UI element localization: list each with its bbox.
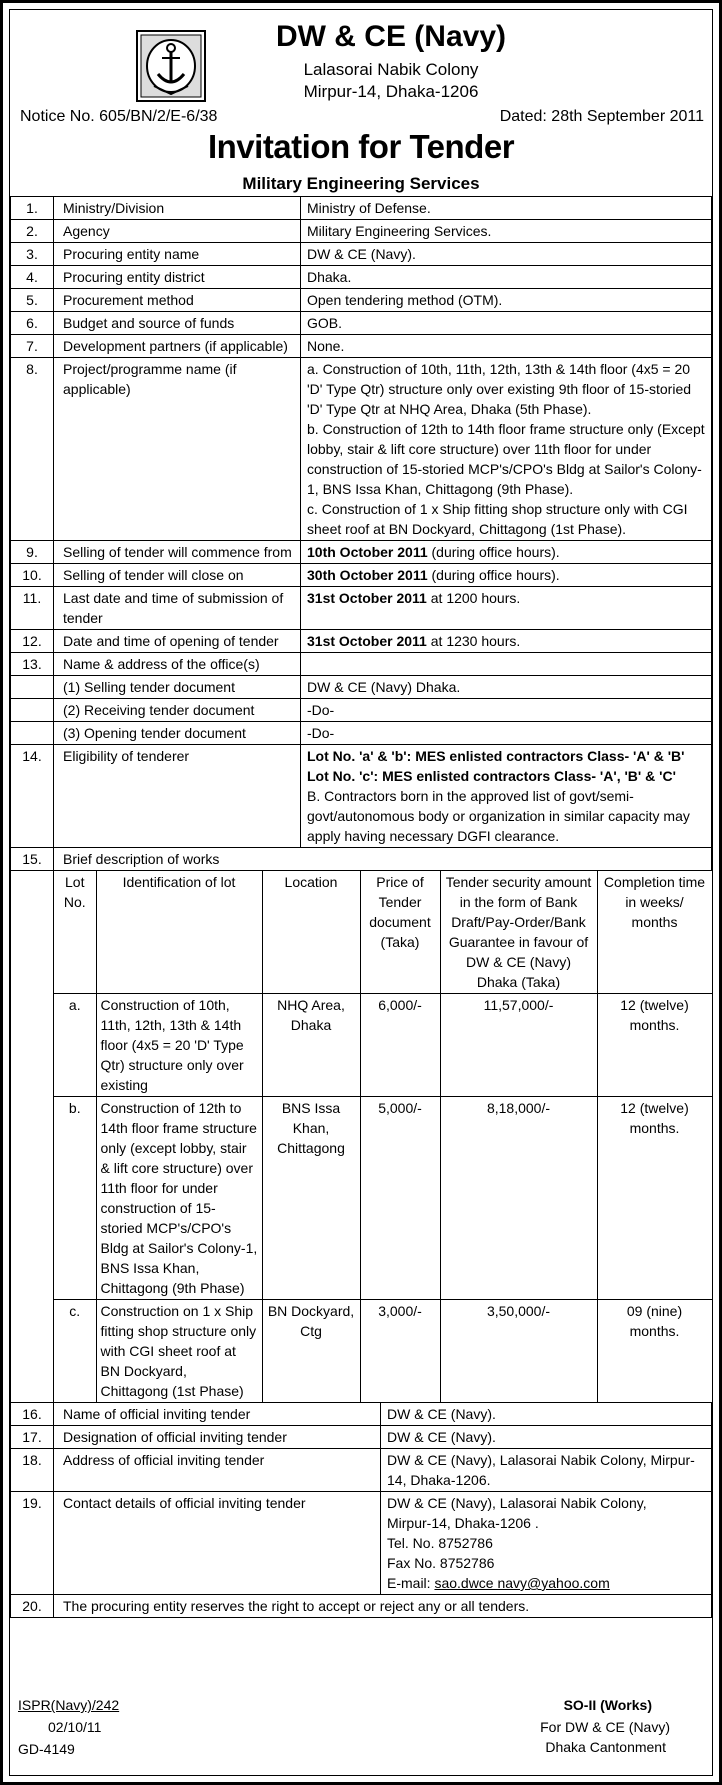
row-number <box>11 871 54 1403</box>
row-label: Name of official inviting tender <box>54 1403 381 1426</box>
table-row <box>11 564 712 587</box>
row-number: 17. <box>11 1426 54 1449</box>
eligibility <box>301 745 712 848</box>
row-label: Procuring entity name <box>54 243 301 266</box>
row-label: Date and time of opening of tender <box>54 630 301 653</box>
project-a: a. Construction of 10th, 11th, 12th, 13th & 14th floor (4x5 = 20 'D' Type Qtr) structure only over existing 9th floor of 15-storied 'D' Type Qtr at NHQ Area, Dhaka (5th Phase). <box>307 361 692 417</box>
date-note: (during office hours). <box>427 567 560 583</box>
row-label: Eligibility of tenderer <box>54 745 301 848</box>
row-value: Dhaka. <box>301 266 712 289</box>
notice-number: Notice No. 605/BN/2/E-6/38 <box>20 108 218 125</box>
row-value: GOB. <box>301 312 712 335</box>
eligibility-line: Lot No. 'a' & 'b': MES enlisted contractors Class- 'A' & 'B' <box>307 748 685 764</box>
page-title: Invitation for Tender <box>207 128 515 165</box>
table-row <box>11 871 712 1403</box>
row-number: 10. <box>11 564 54 587</box>
lot-security: 3,50,000/- <box>440 1300 597 1403</box>
lot-header: Location <box>262 871 360 994</box>
table-row <box>11 745 712 848</box>
table-row <box>11 312 712 335</box>
lot-header: Completion time in weeks/ months <box>597 871 712 994</box>
table-row <box>11 335 712 358</box>
row-number: 20. <box>11 1595 54 1618</box>
lot-identification: Construction of 10th, 11th, 12th, 13th & 14th floor (4x5 = 20 'D' Type Qtr) structure only over existing <box>96 994 262 1097</box>
lot-completion-time: 12 (twelve) months. <box>597 994 712 1097</box>
row-value: DW & CE (Navy). <box>381 1426 712 1449</box>
signatory-title: SO-II (Works) <box>563 1697 652 1713</box>
row-number <box>11 722 54 745</box>
date-note: at 1230 hours. <box>426 633 521 649</box>
footer <box>10 1693 712 1775</box>
footer-date: 02/10/11 <box>48 1719 102 1735</box>
org-name: DW & CE (Navy) <box>275 20 507 53</box>
project-b: b. Construction of 12th to 14th floor frame structure only (Except lobby, stair & lift core structure) over 11th floor for under construction of 15-storied MCP's/CPO's Bldg at Sailor's Colony-1, BNS Issa Khan, Chittagong (9th Phase). <box>307 421 705 497</box>
table-row <box>11 541 712 564</box>
row-label: Budget and source of funds <box>54 312 301 335</box>
lot-header: Identification of lot <box>96 871 262 994</box>
header <box>10 10 712 193</box>
official-table <box>10 1402 712 1618</box>
row-label: (3) Opening tender document <box>54 722 301 745</box>
row-value: -Do- <box>301 699 712 722</box>
lot-location: BN Dockyard, Ctg <box>262 1300 360 1403</box>
lot-location: BNS Issa Khan, Chittagong <box>262 1097 360 1300</box>
tender-table <box>10 196 712 1403</box>
lot-price: 6,000/- <box>360 994 440 1097</box>
lot-completion-time: 09 (nine) months. <box>597 1300 712 1403</box>
org-address-line-2: Mirpur-14, Dhaka-1206 <box>303 82 479 101</box>
lot-number: b. <box>54 1097 96 1300</box>
notice-date: Dated: 28th September 2011 <box>499 108 704 125</box>
row-value: DW & CE (Navy) Dhaka. <box>301 676 712 699</box>
row-number: 14. <box>11 745 54 848</box>
table-row <box>11 243 712 266</box>
row-number: 12. <box>11 630 54 653</box>
row-label: Selling of tender will close on <box>54 564 301 587</box>
row-number: 19. <box>11 1492 54 1595</box>
eligibility-note: B. Contractors born in the approved list of govt/semi-govt/autonomous body or organization in similar capacity may apply having necessary DGFI clearance. <box>307 788 690 844</box>
row-label: Development partners (if applicable) <box>54 335 301 358</box>
date-note: at 1200 hours. <box>426 590 521 606</box>
row-label: Procurement method <box>54 289 301 312</box>
row-value: Ministry of Defense. <box>301 197 712 220</box>
table-row <box>11 1426 712 1449</box>
row-number: 7. <box>11 335 54 358</box>
project-c: c. Construction of 1 x Ship fitting shop structure only with CGI sheet roof at BN Dockyard, Chittagong (1st Phase). <box>307 501 688 537</box>
row-number: 3. <box>11 243 54 266</box>
row-label: Selling of tender will commence from <box>54 541 301 564</box>
date-note: (during office hours). <box>427 544 560 560</box>
row-label: Agency <box>54 220 301 243</box>
table-row <box>11 630 712 653</box>
ispr-ref: ISPR(Navy)/242 <box>18 1697 120 1713</box>
row-label: Brief description of works <box>54 848 712 871</box>
date-text: 31st October 2011 <box>307 633 427 649</box>
row-value <box>301 587 712 630</box>
table-row <box>11 722 712 745</box>
table-row <box>11 1403 712 1426</box>
row-number: 18. <box>11 1449 54 1492</box>
row-value: DW & CE (Navy), Lalasorai Nabik Colony, Mirpur-14, Dhaka-1206. <box>381 1449 712 1492</box>
signatory-for: For DW & CE (Navy) <box>540 1719 670 1735</box>
contact-tel: Tel. No. 8752786 <box>387 1535 493 1551</box>
row-number: 5. <box>11 289 54 312</box>
table-row <box>11 848 712 871</box>
lot-table <box>54 871 712 1402</box>
table-row <box>11 197 712 220</box>
table-row <box>11 289 712 312</box>
table-row <box>11 220 712 243</box>
row-number: 11. <box>11 587 54 630</box>
lot-location: NHQ Area, Dhaka <box>262 994 360 1097</box>
table-row <box>11 1449 712 1492</box>
row-value <box>301 653 712 676</box>
contact-fax: Fax No. 8752786 <box>387 1555 495 1571</box>
row-value: -Do- <box>301 722 712 745</box>
table-row <box>11 587 712 630</box>
page-subtitle: Military Engineering Services <box>242 174 480 193</box>
lot-number: c. <box>54 1300 96 1403</box>
lot-security: 8,18,000/- <box>440 1097 597 1300</box>
lot-header: Lot No. <box>54 871 96 994</box>
lot-table-cell <box>54 871 712 1403</box>
row-number: 16. <box>11 1403 54 1426</box>
lot-header: Price of Tender document (Taka) <box>360 871 440 994</box>
lot-price: 5,000/- <box>360 1097 440 1300</box>
row-value: Open tendering method (OTM). <box>301 289 712 312</box>
row-value <box>301 541 712 564</box>
row-number: 13. <box>11 653 54 676</box>
row-number: 8. <box>11 358 54 541</box>
row-number: 2. <box>11 220 54 243</box>
lot-header: Tender security amount in the form of Bank Draft/Pay-Order/Bank Guarantee in favour of DW & CE (Navy) Dhaka (Taka) <box>440 871 597 994</box>
contact-details <box>381 1492 712 1595</box>
lot-price: 3,000/- <box>360 1300 440 1403</box>
table-row <box>11 676 712 699</box>
row-label: Ministry/Division <box>54 197 301 220</box>
lot-row <box>54 994 712 1097</box>
contact-address-2: Mirpur-14, Dhaka-1206 . <box>387 1515 539 1531</box>
row-label: The procuring entity reserves the right to accept or reject any or all tenders. <box>54 1595 712 1618</box>
row-label: Address of official inviting tender <box>54 1449 381 1492</box>
table-row <box>11 653 712 676</box>
row-label: Procuring entity district <box>54 266 301 289</box>
row-value: DW & CE (Navy). <box>301 243 712 266</box>
date-text: 30th October 2011 <box>307 567 428 583</box>
lot-identification: Construction of 12th to 14th floor frame structure only (except lobby, stair & lift core structure) over 11th floor for under construction of 15-storied MCP's/CPO's Bldg at Sailor's Colony-1, BNS Issa Khan, Chittagong (9th Phase) <box>96 1097 262 1300</box>
lot-identification: Construction on 1 x Ship fitting shop structure only with CGI sheet roof at BN Dockyard, Chittagong (1st Phase) <box>96 1300 262 1403</box>
row-label: (1) Selling tender document <box>54 676 301 699</box>
row-label: Project/programme name (if applicable) <box>54 358 301 541</box>
org-address-line-1: Lalasorai Nabik Colony <box>303 60 479 79</box>
row-number: 15. <box>11 848 54 871</box>
row-number <box>11 699 54 722</box>
table-row <box>11 266 712 289</box>
lot-row <box>54 1097 712 1300</box>
lot-completion-time: 12 (twelve) months. <box>597 1097 712 1300</box>
row-value: None. <box>301 335 712 358</box>
eligibility-line: Lot No. 'c': MES enlisted contractors Class- 'A', 'B' & 'C' <box>307 768 676 784</box>
lot-header-row <box>54 871 712 994</box>
lot-number: a. <box>54 994 96 1097</box>
row-label: Designation of official inviting tender <box>54 1426 381 1449</box>
row-value: Military Engineering Services. <box>301 220 712 243</box>
row-number: 4. <box>11 266 54 289</box>
project-names <box>301 358 712 541</box>
date-text: 10th October 2011 <box>307 544 428 560</box>
table-row <box>11 699 712 722</box>
row-number <box>11 676 54 699</box>
lot-security: 11,57,000/- <box>440 994 597 1097</box>
contact-address-1: DW & CE (Navy), Lalasorai Nabik Colony, <box>387 1495 647 1511</box>
notice-frame <box>9 9 713 1776</box>
date-text: 31st October 2011 <box>307 590 427 606</box>
contact-email <box>387 1573 707 1593</box>
row-number: 9. <box>11 541 54 564</box>
email-link[interactable]: sao.dwce navy@yahoo.com <box>434 1575 610 1591</box>
table-row <box>11 1492 712 1595</box>
row-value <box>301 630 712 653</box>
row-label: Contact details of official inviting tender <box>54 1492 381 1595</box>
row-value: DW & CE (Navy). <box>381 1403 712 1426</box>
row-number: 6. <box>11 312 54 335</box>
signatory-place: Dhaka Cantonment <box>545 1739 666 1755</box>
row-label: (2) Receiving tender document <box>54 699 301 722</box>
row-label: Last date and time of submission of tender <box>54 587 301 630</box>
email-label: E-mail: <box>387 1575 435 1591</box>
lot-row <box>54 1300 712 1403</box>
table-row <box>11 358 712 541</box>
row-label: Name & address of the office(s) <box>54 653 301 676</box>
row-number: 1. <box>11 197 54 220</box>
gd-number: GD-4149 <box>18 1741 75 1757</box>
table-row <box>11 1595 712 1618</box>
row-value <box>301 564 712 587</box>
